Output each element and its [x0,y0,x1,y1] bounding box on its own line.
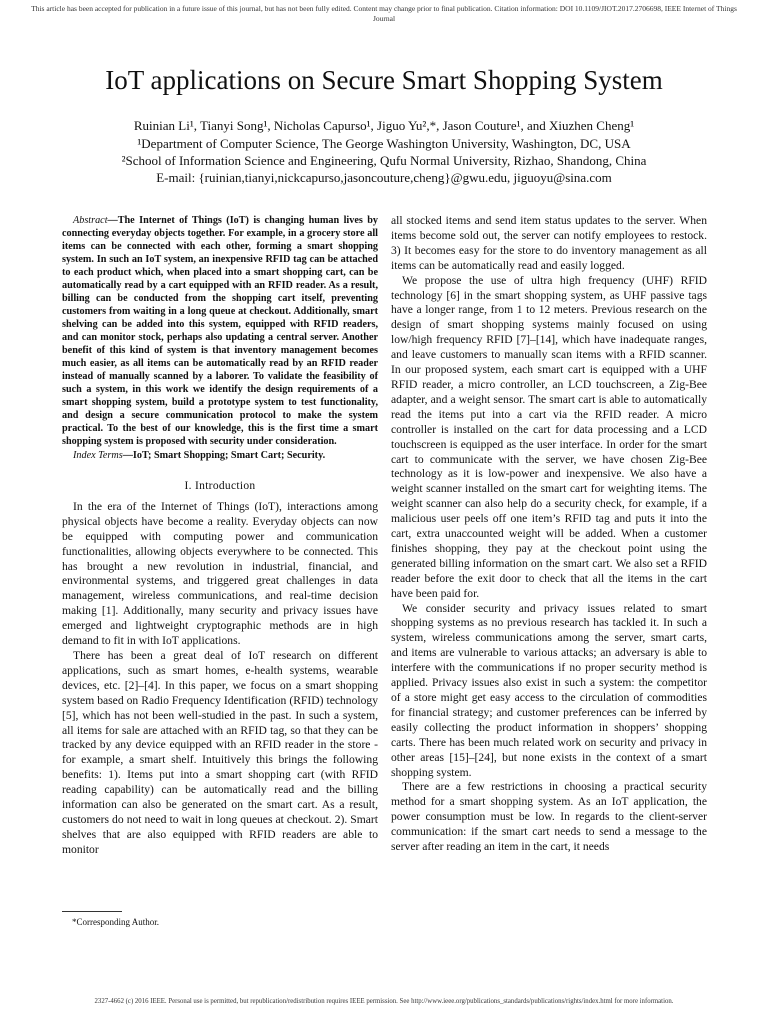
footnote-corresponding-author: *Corresponding Author. [72,917,159,927]
left-column [62,214,378,858]
journal-header-note: This article has been accepted for publication in a future issue of this journal, but has not been fully edited. Content may change prior to final publication. Citation information: DOI 10.1109/JIOT.2017.2706698, IEEE Internet of Things Journal [31,4,737,23]
body-paragraph: We propose the use of ultra high frequency (UHF) RFID technology [6] in the smart shopping system, as UHF passive tags have a longer range, from 1 to 12 meters. Previous research on the design of smart shopping systems mainly focused on using low/high frequency RFID [7]–[14], which have inadequate ranges, and leave customers to manually scan items with a RFID scanner. In our proposed system, each smart cart is equipped with a UHF RFID reader, a micro controller, an LCD touchscreen, a Zig-Bee adapter, and a weight sensor. The smart cart is able to automatically read the items put into a cart via the RFID reader. A micro controller is installed on the cart for data processing and a LCD touchscreen is equipped as the user interface. In order for the smart cart to communicate with the server, we have chosen Zig-Bee technology as it is low-power and inexpensive. We also have a weight scanner installed on the smart cart for weighting items. The weight scanner can also help do a security check, for example, if a malicious user peels off one item’s RFID tag and puts it into the cart, extra unaccounted weight will be added. When a customer finishes shopping, they pay at the checkout point using the generated billing information on the smart cart. We also set a RFID reader before the exit door to check that all the items in the cart have been paid for. [391,273,707,600]
affiliation-2: ²School of Information Science and Engineering, Qufu Normal University, Rizhao, Shandong, China [121,153,647,168]
affiliation-1: ¹Department of Computer Science, The George Washington University, Washington, DC, USA [137,136,631,151]
body-paragraph: We consider security and privacy issues related to smart shopping systems as no previous research has tackled it. In such a system, wireless communications among the server, smart carts, and items are vulnerable to various attacks; an adversary is able to interfere with the communications if no proper security method is applied. Privacy issues also exist in such a system: the competitor of a store might get easy access to the circulation of commodities for financial strategy; and customer preferences can be inferred by easily collecting the product information in shoppers’ shopping carts. There has been much related work on security and privacy in other areas [15]–[24], but none exists in the context of a smart shopping system. [391,601,707,779]
index-terms [62,449,378,462]
section-heading-introduction: I. Introduction [184,480,256,492]
footnote-divider [62,911,122,912]
copyright-footer: 2327-4662 (c) 2016 IEEE. Personal use is permitted, but republication/redistribution requires IEEE permission. See http://www.ieee.org/publications_standards/publications/rights/index.html for more information. [94,998,674,1005]
body-paragraph: There are a few restrictions in choosing a practical security method for a smart shopping system. As an IoT application, the power consumption must be low. In regards to the client-server communication: if the smart cart needs to send a message to the server after reading an item in the cart, it needs [391,780,707,854]
body-paragraph: In the era of the Internet of Things (IoT), interactions among physical objects have become a reality. Everyday objects can now be equipped with computing power and communication functionalities, allowing objects everywhere to be connected. This has brought a new revolution in industrial, financial, and environmental systems, and triggered great challenges in data management, wireless communications, and real-time decision making [1]. Additionally, many security and privacy issues have emerged and lightweight cryptographic methods are in high demand to fit in with IoT applications. [62,499,378,648]
index-terms-label: Index Terms [73,450,123,461]
author-list: Ruinian Li¹, Tianyi Song¹, Nicholas Capurso¹, Jiguo Yu²,*, Jason Couture¹, and Xiuzhen Cheng¹ [133,118,635,133]
abstract-label: Abstract [73,215,108,226]
abstract-text: —The Internet of Things (IoT) is changing human lives by connecting everyday objects together. For example, in a grocery store all items can be connected with each other, forming a smart shopping system. In such an IoT system, an inexpensive RFID tag can be attached to each product which, when placed into a smart shopping cart, can be automatically read by a cart equipped with an RFID reader. As a result, billing can be conducted from the shopping cart itself, preventing customers from waiting in a long queue at checkout. Additionally, smart shelving can be added into this system, equipped with RFID readers, and can monitor stock, perhaps also updating a central server. Another benefit of this kind of system is that inventory management becomes much easier, as all items can be automatically read by an RFID reader instead of manually scanned by a laborer. To validate the feasibility of such a system, in this work we identify the design requirements of a smart shopping system, build a prototype system to test functionality, and design a secure communication protocol to make the system practical. To the best of our knowledge, this is the first time a smart shopping system is proposed with security under consideration. [62,215,378,447]
abstract [62,214,378,448]
body-paragraph: all stocked items and send item status updates to the server. When items become sold out, the server can notify employees to restock. 3) It becomes easy for the store to do inventory management as all items can be automatically read and easily logged. [391,214,707,272]
author-emails: E-mail: {ruinian,tianyi,nickcapurso,jasoncouture,cheng}@gwu.edu, jiguoyu@sina.com [156,170,612,185]
right-column [391,214,707,855]
index-terms-text: —IoT; Smart Shopping; Smart Cart; Security. [122,450,326,461]
body-paragraph: There has been a great deal of IoT research on different applications, such as smart homes, e-health systems, wearable devices, etc. [2]–[4]. In this paper, we focus on a smart shopping system based on Radio Frequency Identification (RFID) technology [5], which has not been well-studied in the past. In such a system, all items for sale are attached with an RFID tag, so that they can be tracked by any device equipped with an RFID reader in the store - for example, a smart shelf. Intuitively this brings the following benefits: 1). Items put into a smart shopping cart (with RFID reading capability) can be automatically read and the billing information can also be generated on the smart cart. As a result, customers do not need to wait in long queues at checkout. 2). Smart shelves that are also equipped with RFID readers are able to monitor [62,648,378,856]
paper-title: IoT applications on Secure Smart Shopping System [105,65,663,95]
